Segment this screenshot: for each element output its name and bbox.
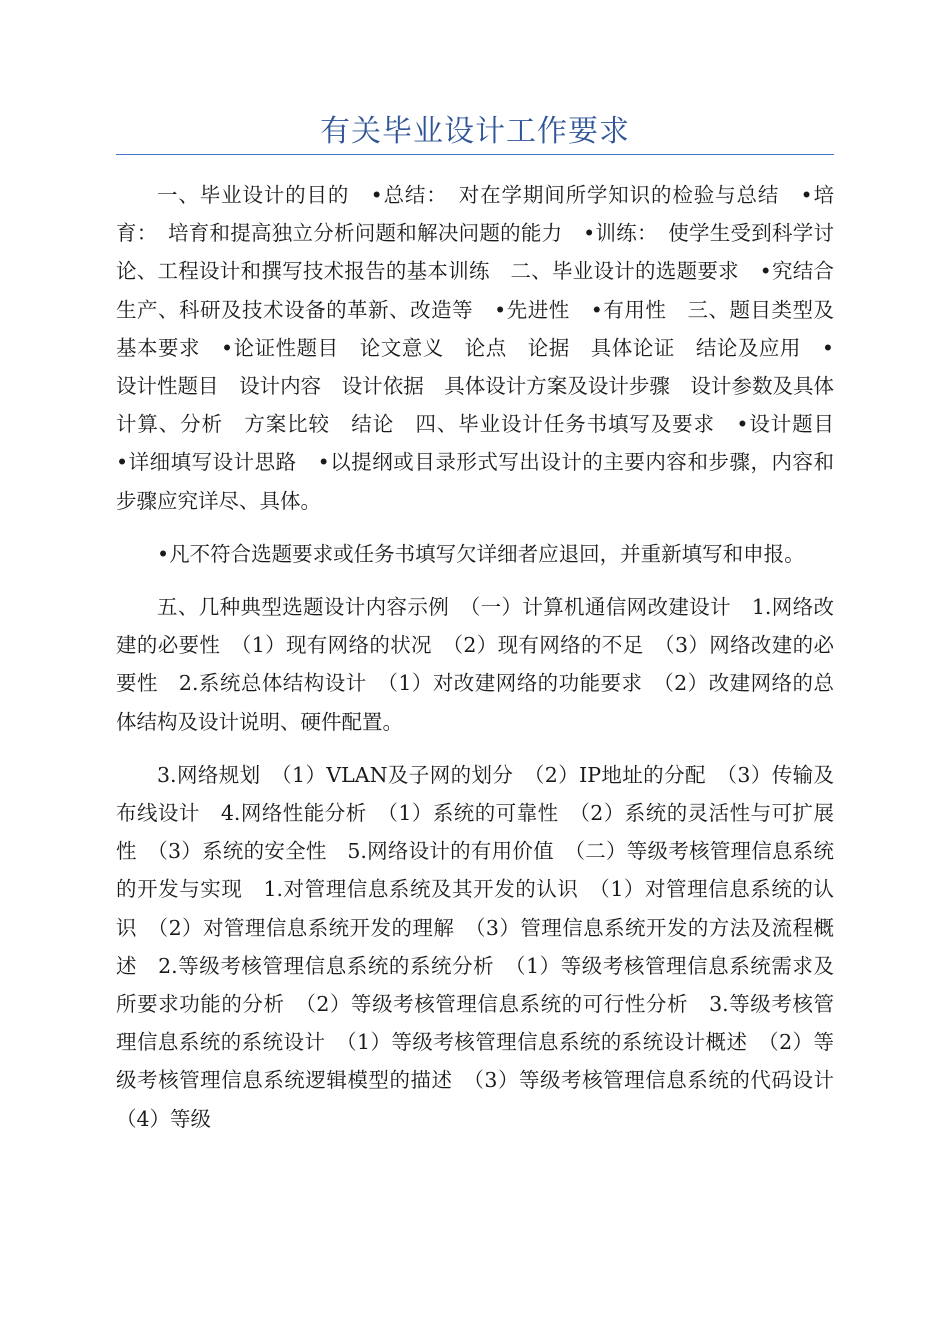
paragraph-3: 五、几种典型选题设计内容示例 （一）计算机通信网改建设计 1.网络改建的必要性 （1）现有网络的状况 （2）现有网络的不足 （3）网络改建的必要性 2.系统总体结构设计 （1）对改建网络的功能要求 （2）改建网络的总体结构及设计说明、硬件配置。 bbox=[116, 595, 834, 734]
paragraph-1: 一、毕业设计的目的 •总结： 对在学期间所学知识的检验与总结 •培育： 培育和提高独立分析问题和解决问题的能力 •训练： 使学生受到科学讨论、工程设计和撰写技术报告的基本训练 二、毕业设计的选题要求 •究结合生产、科研及技术设备的革新、改造等 •先进性 •有用性 三、题目类型及基本要求 •论证性题目 论文意义 论点 论据 具体论证 结论及应用 •设计性题目 设计内容 设计依据 具体设计方案及设计步骤 设计参数及具体计算、分析 方案比较 结论 四、毕业设计任务书填写及要求 •设计题目 •详细填写设计思路 •以提纲或目录形式写出设计的主要内容和步骤，内容和步骤应究详尽、具体。 bbox=[116, 183, 855, 513]
paragraph-spacer bbox=[116, 573, 834, 588]
paragraph-2: •凡不符合选题要求或任务书填写欠详细者应退回，并重新填写和申报。 bbox=[157, 541, 805, 566]
title-underline bbox=[116, 154, 834, 155]
page-title: 有关毕业设计工作要求 bbox=[320, 114, 630, 149]
paragraph-spacer bbox=[116, 741, 834, 756]
document-body bbox=[116, 176, 855, 1138]
paragraph-spacer bbox=[116, 520, 834, 535]
paragraph-4: 3.网络规划 （1）VLAN及子网的划分 （2）IP地址的分配 （3）传输及布线设计 4.网络性能分析 （1）系统的可靠性 （2）系统的灵活性与可扩展性 （3）系统的安全性 5.网络设计的有用价值 （二）等级考核管理信息系统的开发与实现 1.对管理信息系统及其开发的认识 （1）对管理信息系统的认识 （2）对管理信息系统开发的理解 （3）管理信息系统开发的方法及流程概述 2.等级考核管理信息系统的系统分析 （1）等级考核管理信息系统需求及所要求功能的分析 （2）等级考核管理信息系统的可行性分析 3.等级考核管理信息系统的系统设计 （1）等级考核管理信息系统的系统设计概述 （2）等级考核管理信息系统逻辑模型的描述 （3）等级考核管理信息系统的代码设计 （4）等级 bbox=[116, 762, 855, 1131]
